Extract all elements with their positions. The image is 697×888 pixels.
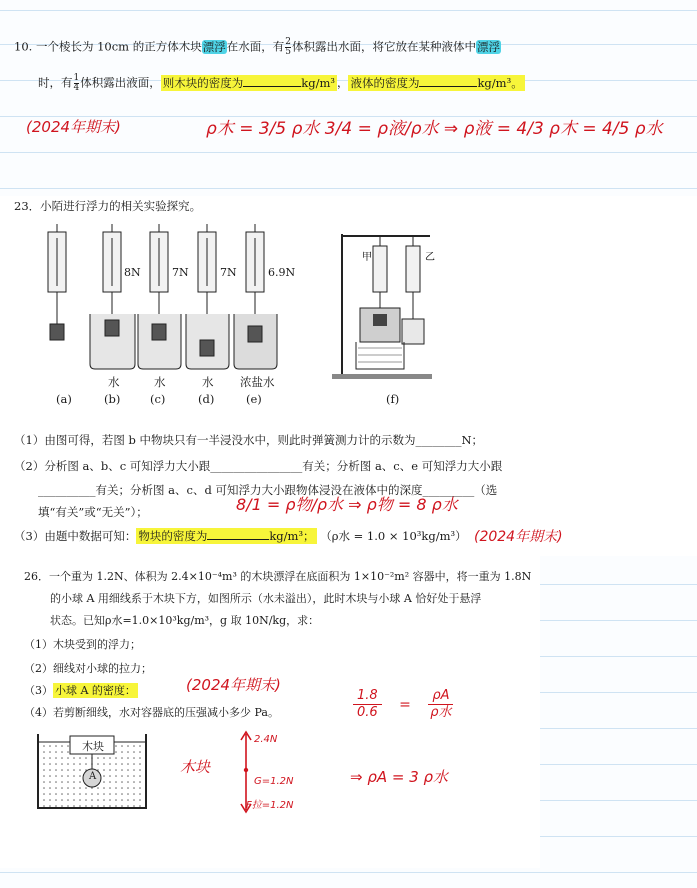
q26-line1: 26．一个重为 1.2N、体积为 2.4×10⁻⁴m³ 的木块漂浮在底面积为 1×10⁻²m² 容器中，将一重为 1.8N xyxy=(24,570,532,583)
q23-note-equation: 8/1 = ρ物/ρ水 ⇒ ρ物 = 8 ρ水 xyxy=(236,495,458,514)
q10-liquid-density-highlight: 液体的密度为 kg/m³。 xyxy=(350,75,523,90)
q10-fraction-2: $\frac{1}{4}$ xyxy=(73,73,80,93)
q23-label-d: (d) xyxy=(198,392,215,406)
q10-note-equation: ρ木 = 3/5 ρ水 3/4 = ρ液/ρ水 ⇒ ρ液 = 4/3 ρ木 = 4/5 ρ水 xyxy=(206,119,663,139)
q23-reading-e: 6.9N xyxy=(268,266,296,279)
q23-label-a: (a) xyxy=(56,392,72,406)
q23-label-e: (e) xyxy=(246,392,262,406)
q23-part2-line1: （2）分析图 a、b、c 可知浮力大小跟________________有关；分析图 a、c、e 可知浮力大小跟 xyxy=(14,459,503,473)
q10-comma: ， xyxy=(336,75,349,90)
q10-line1-c: 体积露出水面，将它放在某种液体中 xyxy=(291,39,476,54)
q26-sub2: （2）细线对小球的拉力； xyxy=(24,662,152,675)
q23-title: 23．小陌进行浮力的相关实验探究。 xyxy=(14,199,202,213)
q23-liquid-d: 水 xyxy=(202,375,214,389)
q23-part3 xyxy=(14,528,467,544)
q26-sub1: （1）木块受到的浮力； xyxy=(24,638,141,651)
q10-line1-a: 一个棱长为 10cm 的正方体木块 xyxy=(35,39,202,54)
q23-liquid-b: 水 xyxy=(108,375,120,389)
q10-line2-b: 体积露出液面， xyxy=(80,75,161,90)
q23-part2-line3: 填“有关”或“无关”）； xyxy=(38,505,148,519)
q10-float-highlight-2: 漂浮 xyxy=(476,39,500,54)
apparatus-f xyxy=(332,234,432,379)
q26-sub4: （4）若剪断细线，水对容器底的压强减小多少 Pa。 xyxy=(24,706,279,719)
q26-note-result: ⇒ ρA = 3 ρ水 xyxy=(350,768,449,786)
q26-note-gravity: G=1.2N xyxy=(254,776,294,787)
q23-liquid-c: 水 xyxy=(154,375,166,389)
q26-sub3-prefix: （3） xyxy=(24,684,53,697)
q23-reading-c: 7N xyxy=(172,266,189,279)
spring-scale-e xyxy=(234,224,277,369)
q10-line2 xyxy=(38,74,525,93)
q10-line1 xyxy=(14,38,501,57)
q10-note-source: (2024年期末) xyxy=(26,118,121,136)
q10-line2-a: 时，有 xyxy=(38,75,73,90)
spring-scale-c xyxy=(138,224,181,369)
q26-line3: 状态。已知ρ水=1.0×10³kg/m³，g 取 10N/kg，求： xyxy=(50,614,320,627)
q23-label-f: (f) xyxy=(386,392,400,406)
q26-fig-block-label: 木块 xyxy=(82,740,104,753)
f-label-jia: 甲 xyxy=(362,252,372,263)
question-10 xyxy=(0,30,697,100)
q26-fig-ball-label: A xyxy=(89,771,97,782)
q26-note-wood: 木块 xyxy=(180,758,211,776)
q23-part1: （1）由图可得，若图 b 中物块只有一半浸没水中，则此时弹簧测力计的示数为________N； xyxy=(14,433,484,447)
spring-scale-d xyxy=(186,224,229,369)
q10-wood-density-highlight: 则木块的密度为 kg/m³ xyxy=(162,75,335,90)
q26-note-source: (2024年期末) xyxy=(186,676,281,694)
q23-reading-d: 7N xyxy=(220,266,237,279)
q23-label-b: (b) xyxy=(104,392,121,406)
q10-number: 10. xyxy=(14,39,33,54)
q26-note-buoyancy: 2.4N xyxy=(254,734,278,745)
f-label-yi: 乙 xyxy=(425,252,435,263)
q10-fraction-1: $\frac{2}{5}$ xyxy=(285,37,291,57)
q26-sub3 xyxy=(24,682,138,698)
question-26 xyxy=(0,556,540,868)
q26-line2: 的小球 A 用细线系于木块下方，如图所示（水未溢出），此时木块与小球 A 恰好处于悬浮 xyxy=(50,592,482,605)
q23-reading-b: 8N xyxy=(124,266,141,279)
q23-part3-a: （3）由题中数据可知： xyxy=(14,529,137,543)
spring-scale-a xyxy=(48,224,66,340)
q26-note-tension: F拉=1.2N xyxy=(246,800,294,811)
q10-line1-b: 在水面，有 xyxy=(226,39,285,54)
q26-ball-density-highlight: 小球 A 的密度： xyxy=(55,684,136,697)
q23-note-source: (2024年期末) xyxy=(474,529,563,545)
q23-liquid-e: 浓盐水 xyxy=(240,375,275,389)
q26-note-ratio: $\frac{1.8}{0.6}$ = $\frac{\rho A}{\text{ρ水}}$ xyxy=(352,688,454,721)
spring-scale-b xyxy=(90,224,135,369)
q23-part2-line2: __________有关；分析图 a、c、d 可知浮力大小跟物体浸没在液体中的深度_________（选 xyxy=(38,483,498,497)
q10-float-highlight-1: 漂浮 xyxy=(202,39,226,54)
q23-part3-c: （ρ水 = 1.0 × 10³kg/m³） xyxy=(320,529,467,543)
q23-density-highlight: 物块的密度为 kg/m³； xyxy=(138,529,315,543)
q23-experiment-figure xyxy=(40,224,500,439)
q23-label-c: (c) xyxy=(150,392,166,406)
